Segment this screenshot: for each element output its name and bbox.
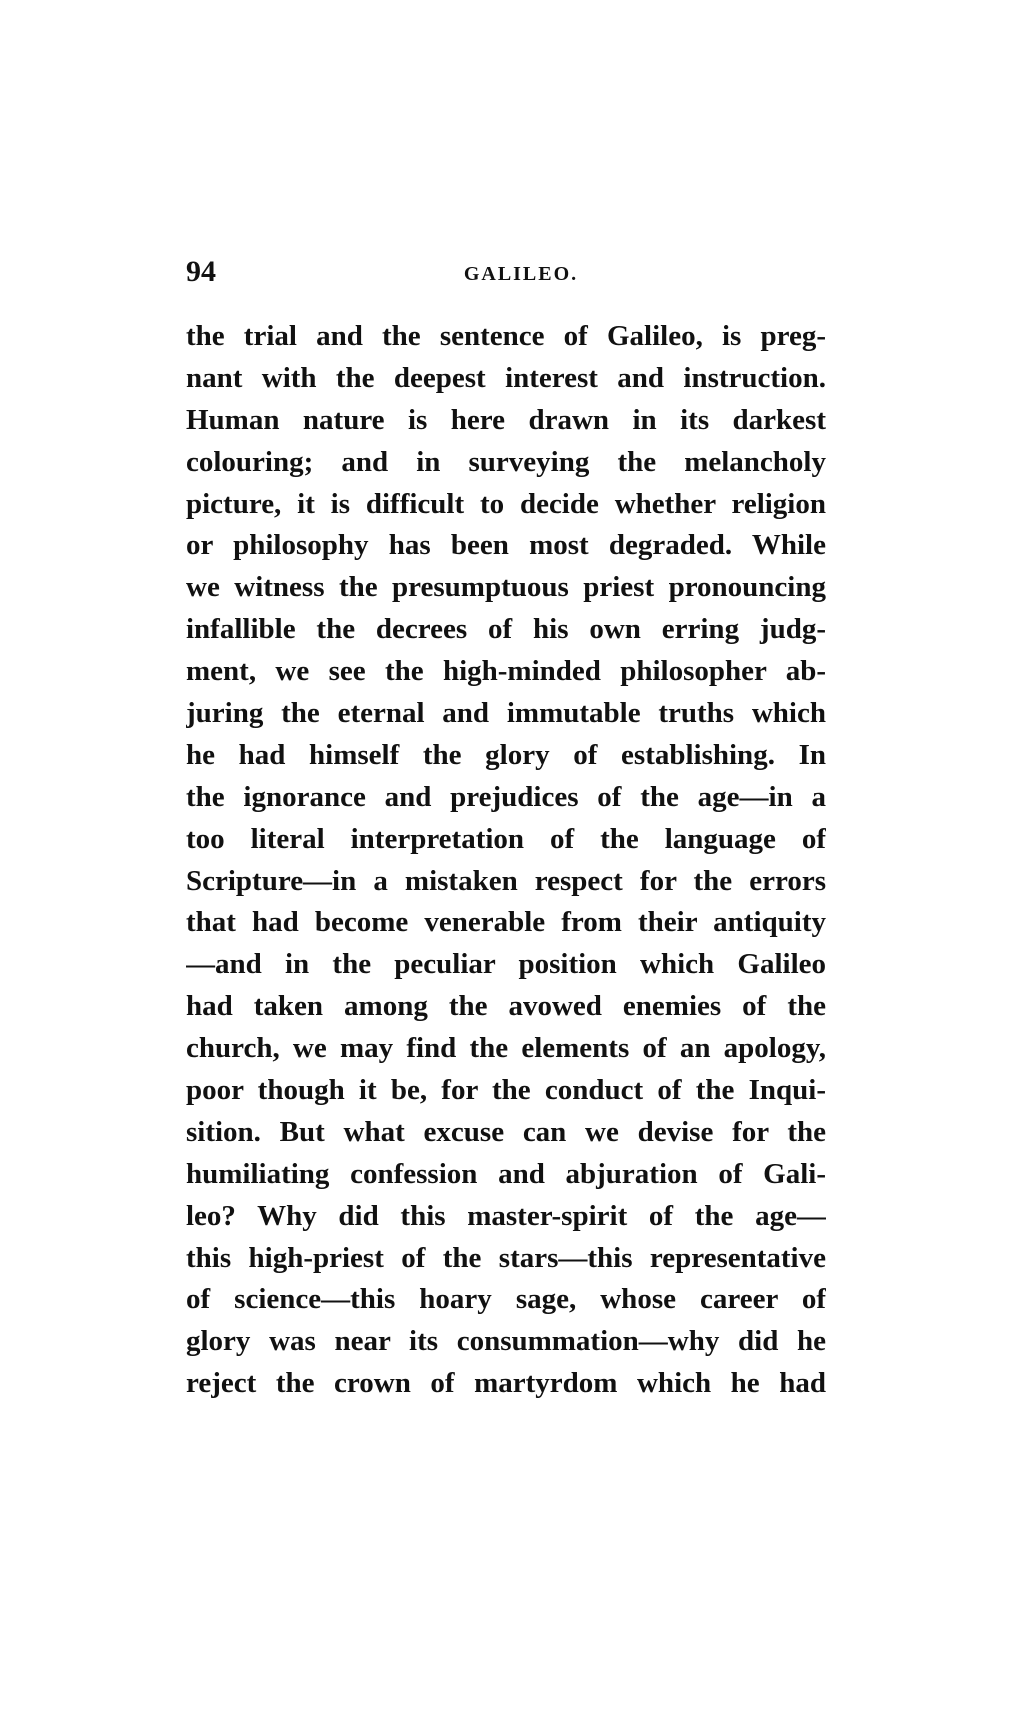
text-line: the ignorance and prejudices of the age—in a bbox=[186, 780, 826, 813]
text-line: we witness the presumptuous priest pronouncing bbox=[186, 571, 826, 604]
text-line: juring the eternal and immutable truths which bbox=[186, 697, 826, 730]
text-line: poor though it be, for the conduct of the Inqui- bbox=[186, 1074, 826, 1107]
text-line: —and in the peculiar position which Galileo bbox=[186, 948, 826, 981]
body-text bbox=[186, 316, 826, 1405]
text-line: had taken among the avowed enemies of the bbox=[186, 990, 826, 1023]
text-line: or philosophy has been most degraded. While bbox=[186, 529, 826, 562]
running-head: GALILEO. bbox=[463, 263, 579, 285]
text-line: sition. But what excuse can we devise for the bbox=[186, 1115, 826, 1148]
page-header bbox=[186, 250, 826, 294]
text-line: humiliating confession and abjuration of Gali- bbox=[186, 1157, 826, 1190]
text-line: church, we may find the elements of an apology, bbox=[186, 1032, 826, 1065]
text-line: Scripture—in a mistaken respect for the errors bbox=[186, 864, 826, 897]
text-line: he had himself the glory of establishing. In bbox=[186, 738, 826, 771]
text-line: leo? Why did this master-spirit of the age— bbox=[186, 1199, 826, 1232]
text-line: glory was near its consummation—why did he bbox=[186, 1325, 826, 1358]
text-line: too literal interpretation of the language of bbox=[186, 822, 826, 855]
text-line: ment, we see the high-minded philosopher ab- bbox=[186, 655, 826, 688]
text-line: picture, it is difficult to decide whether religion bbox=[186, 487, 826, 520]
text-line: this high-priest of the stars—this representative bbox=[186, 1241, 826, 1274]
text-line: Human nature is here drawn in its darkest bbox=[186, 403, 826, 436]
text-line: that had become venerable from their antiquity bbox=[186, 906, 826, 939]
text-line: of science—this hoary sage, whose career of bbox=[186, 1283, 826, 1316]
text-line: infallible the decrees of his own erring judg- bbox=[186, 613, 826, 646]
text-line: nant with the deepest interest and instruction. bbox=[186, 361, 826, 394]
text-line: reject the crown of martyrdom which he had bbox=[186, 1367, 826, 1400]
text-line: colouring; and in surveying the melancholy bbox=[186, 445, 826, 478]
page-number: 94 bbox=[186, 255, 216, 288]
text-line: the trial and the sentence of Galileo, is preg- bbox=[186, 320, 826, 352]
